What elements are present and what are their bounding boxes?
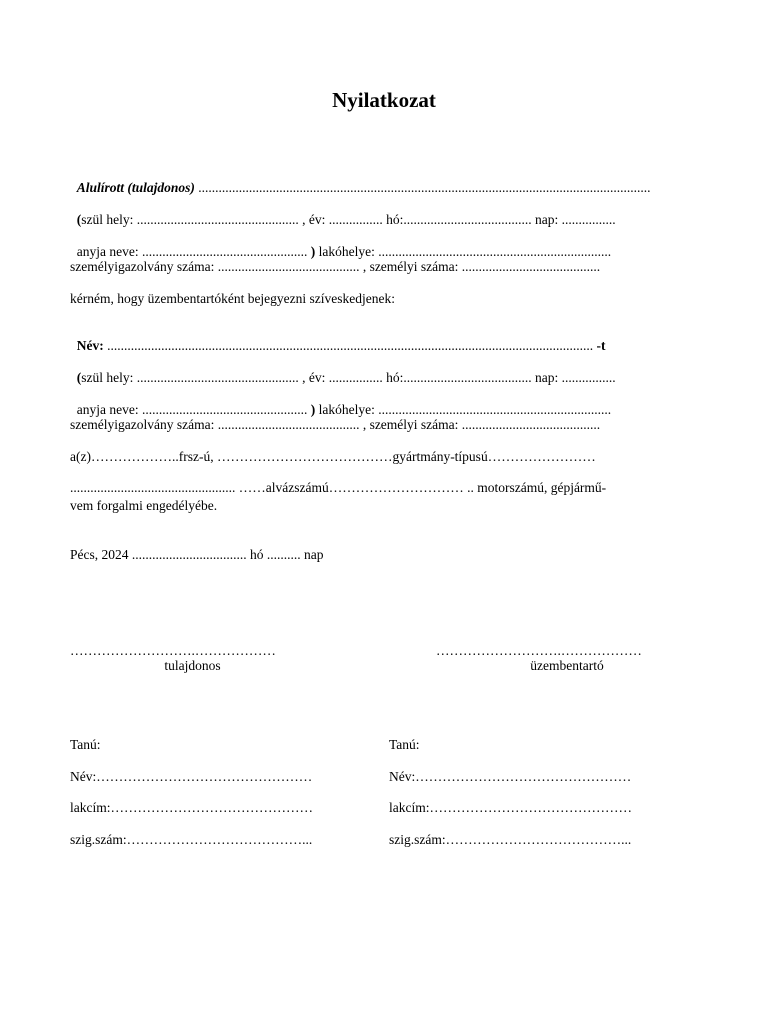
- witness-right-address: lakcím:………………………………………: [389, 800, 632, 815]
- operator-name-line: [70, 322, 606, 354]
- owner-signature-line: ……………………….………………: [70, 643, 276, 658]
- owner-line: [70, 164, 651, 196]
- owner-dots: ......................................................................................................................................: [194, 180, 651, 195]
- owner-id-line: személyigazolvány száma: .......................................... , személyi száma: .........................................: [70, 259, 601, 274]
- operator-signature-line: ……………………….………………: [436, 643, 642, 658]
- operator-address-text: lakóhelye: .....................................................................: [315, 402, 612, 417]
- operator-close-paren: ): [310, 402, 316, 417]
- chassis-line: ................................................. ……alvázszámú………………………… .. motorszámú, gépjármű-: [70, 480, 607, 495]
- operator-name-suffix: -t: [596, 338, 606, 353]
- owner-mother-text: anyja neve: .................................................: [76, 244, 311, 259]
- witness-right-name: Név:…………………………………………: [389, 769, 632, 784]
- registration-line: vem forgalmi engedélyébe.: [70, 498, 218, 513]
- operator-birth-open-paren: (: [76, 370, 82, 385]
- owner-signature-label: tulajdonos: [164, 658, 221, 673]
- date-line: Pécs, 2024 .................................. hó .......... nap: [70, 547, 324, 562]
- vehicle-line: a(z)………………..frsz-ú, …………………………………gyártmány-típusú……………………: [70, 449, 596, 464]
- witness-left-name: Név:…………………………………………: [70, 769, 313, 784]
- operator-name-label: Név:: [76, 338, 104, 353]
- witness-left-heading: Tanú:: [70, 737, 101, 752]
- operator-name-dots: ................................................................................................................................................: [103, 338, 597, 353]
- page-title: Nyilatkozat: [332, 88, 436, 112]
- witness-left-id: szig.szám:…………………………………...: [70, 832, 313, 847]
- owner-birth-text-2: ...................................... nap: ................: [403, 212, 616, 227]
- owner-close-paren: ): [310, 244, 316, 259]
- witness-left-address: lakcím:………………………………………: [70, 800, 313, 815]
- owner-birth-open-paren: (: [76, 212, 82, 227]
- owner-birth-line: [70, 196, 616, 228]
- operator-signature-label: üzembentartó: [530, 658, 604, 673]
- witness-right-id: szig.szám:…………………………………...: [389, 832, 632, 847]
- witness-right-heading: Tanú:: [389, 737, 420, 752]
- owner-address-text: lakóhelye: .....................................................................: [315, 244, 612, 259]
- operator-mother-text: anyja neve: .................................................: [76, 402, 311, 417]
- operator-birth-text: szül hely: ................................................ , év: ................ hó:: [81, 370, 404, 385]
- operator-birth-line: [70, 354, 616, 386]
- owner-mother-line: [70, 228, 611, 260]
- operator-birth-text-2: ...................................... nap: ................: [403, 370, 616, 385]
- request-line: kérném, hogy üzembentartóként bejegyezni szíveskedjenek:: [70, 291, 396, 306]
- owner-birth-text: szül hely: ................................................ , év: ................ hó:: [81, 212, 404, 227]
- operator-id-line: személyigazolvány száma: .......................................... , személyi száma: .........................................: [70, 417, 601, 432]
- operator-mother-line: [70, 386, 611, 418]
- owner-label: Alulírott (tulajdonos): [76, 180, 195, 195]
